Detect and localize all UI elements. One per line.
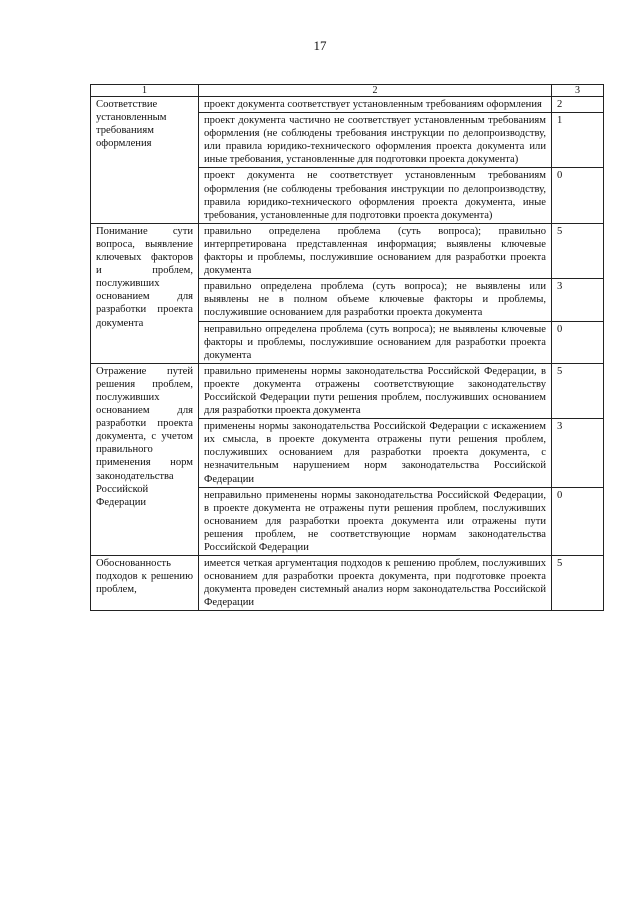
score-cell: 2: [552, 97, 604, 113]
score-cell: 5: [552, 223, 604, 278]
description-cell: правильно определена проблема (суть вопроса); не выявлены или выявлены не в полном объеме ключевые факторы и проблемы, послужившие основанием для разработки проекта документа: [199, 279, 552, 321]
evaluation-criteria-table: [90, 84, 604, 611]
score-cell: 0: [552, 321, 604, 363]
description-cell: проект документа не соответствует установленным требованиям оформления (не соблюдены требования инструкции по делопроизводству, правила юридико-технического оформления проекта документа, иные требования, установленные для подготовки проекта документа): [199, 168, 552, 223]
score-cell: 3: [552, 279, 604, 321]
score-cell: 3: [552, 419, 604, 487]
table-row: [91, 556, 604, 611]
score-cell: 5: [552, 363, 604, 418]
description-cell: применены нормы законодательства Российской Федерации с искажением их смысла, в проекте документа отражены пути решения проблем, послуживших основанием для разработки проекта документа, с незначительным нарушением норм законодательства Российской Федерации: [199, 419, 552, 487]
header-cell-2: 2: [199, 85, 552, 97]
score-cell: 5: [552, 556, 604, 611]
description-cell: правильно применены нормы законодательства Российской Федерации, в проекте документа отражены соответствующие законодательству Российской Федерации пути решения проблем, послуживших основанием для разработки проекта документа: [199, 363, 552, 418]
description-cell: имеется четкая аргументация подходов к решению проблем, послуживших основанием для разработки проекта документа, при подготовке проекта документа проведен системный анализ норм законодательства Российской Федерации: [199, 556, 552, 611]
criterion-cell: Соответствие установленным требованиям оформления: [91, 97, 199, 224]
description-cell: проект документа соответствует установленным требованиям оформления: [199, 97, 552, 113]
score-cell: 0: [552, 168, 604, 223]
criterion-cell: Понимание сути вопроса, выявление ключевых факторов и проблем, послуживших основанием для разработки проекта документа: [91, 223, 199, 363]
description-cell: неправильно определена проблема (суть вопроса); не выявлены ключевые факторы и проблемы, послужившие основанием для разработки проекта документа: [199, 321, 552, 363]
table-header-row: [91, 85, 604, 97]
page-number: 17: [313, 38, 327, 53]
criterion-cell: Отражение путей решения проблем, послуживших основанием для разработки проекта документа, с учетом правильного применения норм законодательства Российской Федерации: [91, 363, 199, 555]
description-cell: неправильно применены нормы законодательства Российской Федерации, в проекте документа не отражены пути решения проблем, послуживших основанием для разработки проекта документа или отражены пути решения проблем, не соответствующие нормам законодательства Российской Федерации: [199, 487, 552, 555]
score-cell: 1: [552, 113, 604, 168]
header-cell-3: 3: [552, 85, 604, 97]
criterion-cell: Обоснованность подходов к решению проблем,: [91, 556, 199, 611]
description-cell: правильно определена проблема (суть вопроса); правильно интерпретирована представленная информация; выявлены ключевые факторы и проблемы, послужившие основанием для разработки проекта документа: [199, 223, 552, 278]
table-row: [91, 223, 604, 278]
table-row: [91, 363, 604, 418]
score-cell: 0: [552, 487, 604, 555]
header-cell-1: 1: [91, 85, 199, 97]
table-row: [91, 97, 604, 113]
description-cell: проект документа частично не соответствует установленным требованиям оформления (не соблюдены требования инструкции по делопроизводству, или правила юридико-технического оформления проекта документа или иные требования, установленные для подготовки проекта документа): [199, 113, 552, 168]
